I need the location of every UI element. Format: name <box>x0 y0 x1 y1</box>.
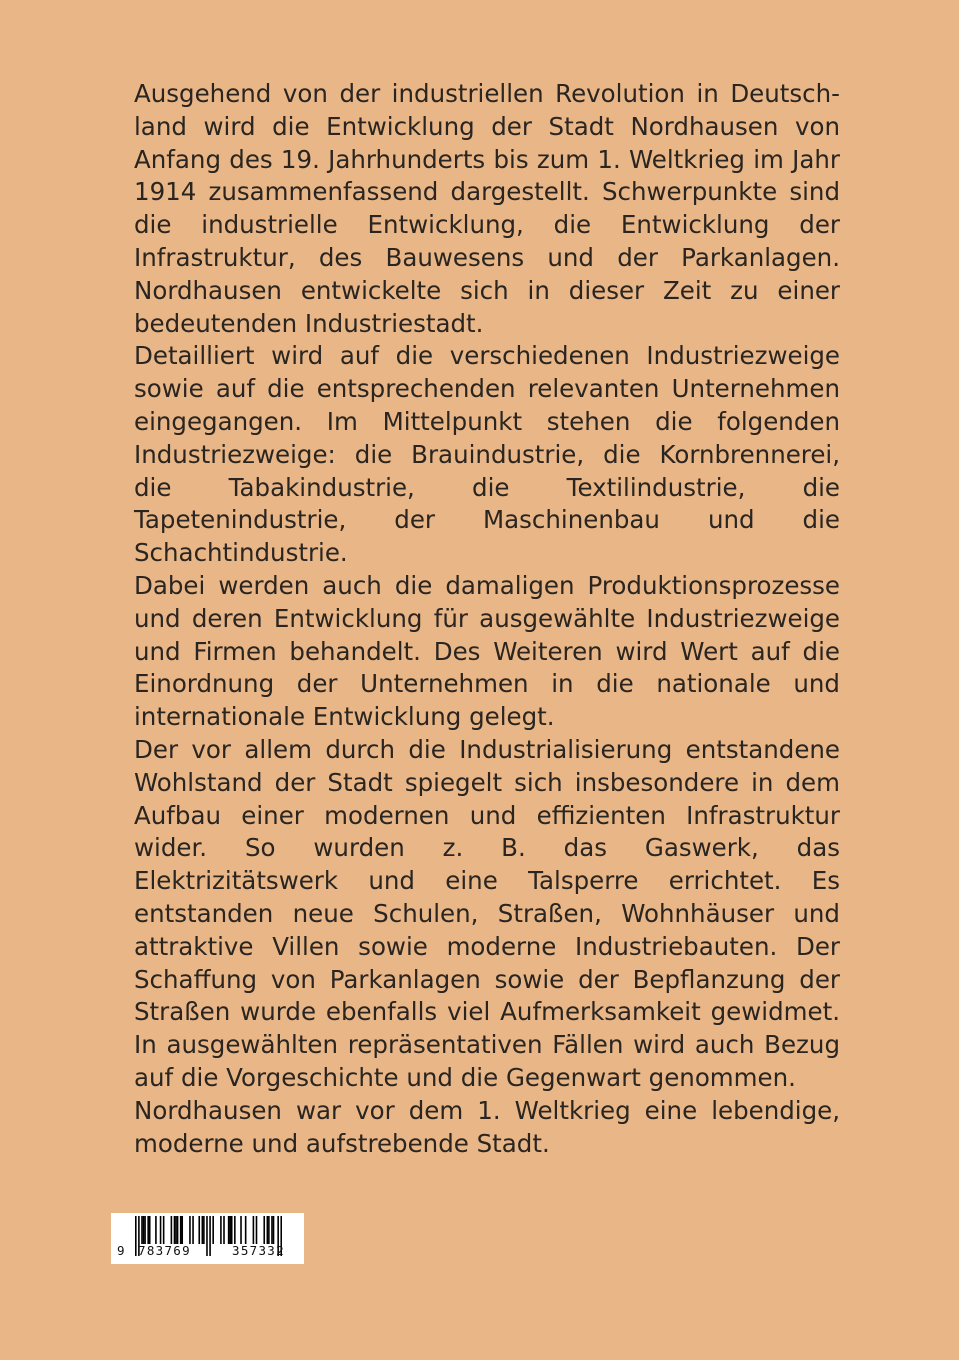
barcode-bar <box>149 1216 151 1244</box>
barcode-bar <box>160 1216 162 1244</box>
barcode-bar <box>192 1216 194 1244</box>
barcode-bar <box>253 1216 255 1244</box>
barcode-bar <box>143 1216 145 1244</box>
barcode-bar <box>245 1216 247 1244</box>
barcode-bar <box>220 1216 222 1244</box>
barcode-bar <box>171 1216 173 1244</box>
barcode-bar <box>177 1216 179 1244</box>
blurb-paragraph-5: Nordhausen war vor dem 1. Weltkrieg eine lebendige, moderne und aufstrebende Stadt. <box>134 1095 840 1158</box>
barcode-bar <box>263 1216 265 1244</box>
barcode-bar <box>144 1216 146 1244</box>
barcode-right-digits: 357332 <box>232 1243 285 1258</box>
blurb-text <box>134 78 840 1160</box>
barcode-bar <box>209 1216 211 1256</box>
blurb-paragraph-2: Detailliert wird auf die verschiedenen Industriezweige sowie auf die entsprechenden relevanten Unternehmen eingegangen. Im Mittelpunkt stehen die folgenden Industriezweige: die Brauindustrie, die Kornbrennerei, die Tabakindustrie, die Textilindustrie, die Tapetenindustrie, der Maschinenbau und die Schachtindustrie. <box>134 341 840 568</box>
barcode-bar <box>180 1216 182 1244</box>
blurb-paragraph-3: Dabei werden auch die damaligen Produktionsprozesse und deren Entwicklung für ausgewählte Industriezweige und Firmen behandelt. Des Weiteren wird Wert auf die Einordnung der Unternehmen in die nationale und internationale Entwicklung gelegt. <box>134 570 840 732</box>
barcode-bar <box>174 1216 176 1244</box>
barcode-bar <box>273 1216 275 1244</box>
barcode-bar <box>268 1216 270 1244</box>
barcode-bar <box>212 1216 214 1244</box>
barcode-bar <box>135 1216 137 1256</box>
isbn-barcode <box>111 1213 304 1264</box>
barcode-bar <box>175 1216 177 1244</box>
blurb-paragraph-4: Der vor allem durch die Industrialisierung entstandene Wohlstand der Stadt spiegelt sich insbesondere in dem Aufbau einer modernen und effizienten Infrastruktur wider. So wurden z. B. das Gaswerk, das Elektrizitätswerk und eine Talsperre errichtet. Es entstanden neue Schulen, Straßen, Wohnhäuser und attraktive Villen sowie moderne Industriebauten. Der Schaffung von Parkanlagen sowie der Bepflanzung der Straßen wurde ebenfalls viel Aufmerksamkeit gewidmet. In ausgewählten repräsentativen Fällen wird auch Bezug auf die Vorgeschichte und die Gegenwart genommen. <box>134 734 840 1092</box>
barcode-bar <box>203 1216 205 1244</box>
barcode-bar <box>223 1216 225 1244</box>
barcode-bar <box>228 1216 230 1244</box>
barcode-bar <box>234 1216 236 1244</box>
barcode-bar <box>181 1216 183 1244</box>
barcode-left-digits: 783769 <box>138 1243 191 1258</box>
barcode-first-digit: 9 <box>117 1243 125 1258</box>
barcode-bar <box>206 1216 208 1256</box>
barcode-bar <box>256 1216 258 1244</box>
barcode-bar <box>231 1216 233 1244</box>
barcode-bar <box>240 1216 242 1244</box>
barcode-bar <box>155 1216 157 1244</box>
barcode-bar <box>271 1216 273 1244</box>
barcode-bar <box>141 1216 143 1244</box>
barcode-bar <box>147 1216 149 1244</box>
barcode-bar <box>229 1216 231 1244</box>
barcode-bar <box>202 1216 204 1244</box>
barcode-bar <box>267 1216 269 1244</box>
barcode-bar <box>198 1216 200 1244</box>
barcode-bar <box>163 1216 165 1244</box>
barcode-bar <box>189 1216 191 1244</box>
blurb-paragraph-1: Ausgehend von der industriellen Revolution in Deutschland wird die Entwicklung der Stadt Nordhausen von Anfang des 19. Jahrhunderts bis zum 1. Weltkrieg im Jahr 1914 zusammenfassend dargestellt. Schwerpunkte sind die industrielle Entwicklung, die Entwicklung der Infrastruktur, des Bauwesens und der Parkanlagen. Nordhausen entwickelte sich in dieser Zeit zu einer bedeutenden Industriestadt. <box>134 79 840 338</box>
